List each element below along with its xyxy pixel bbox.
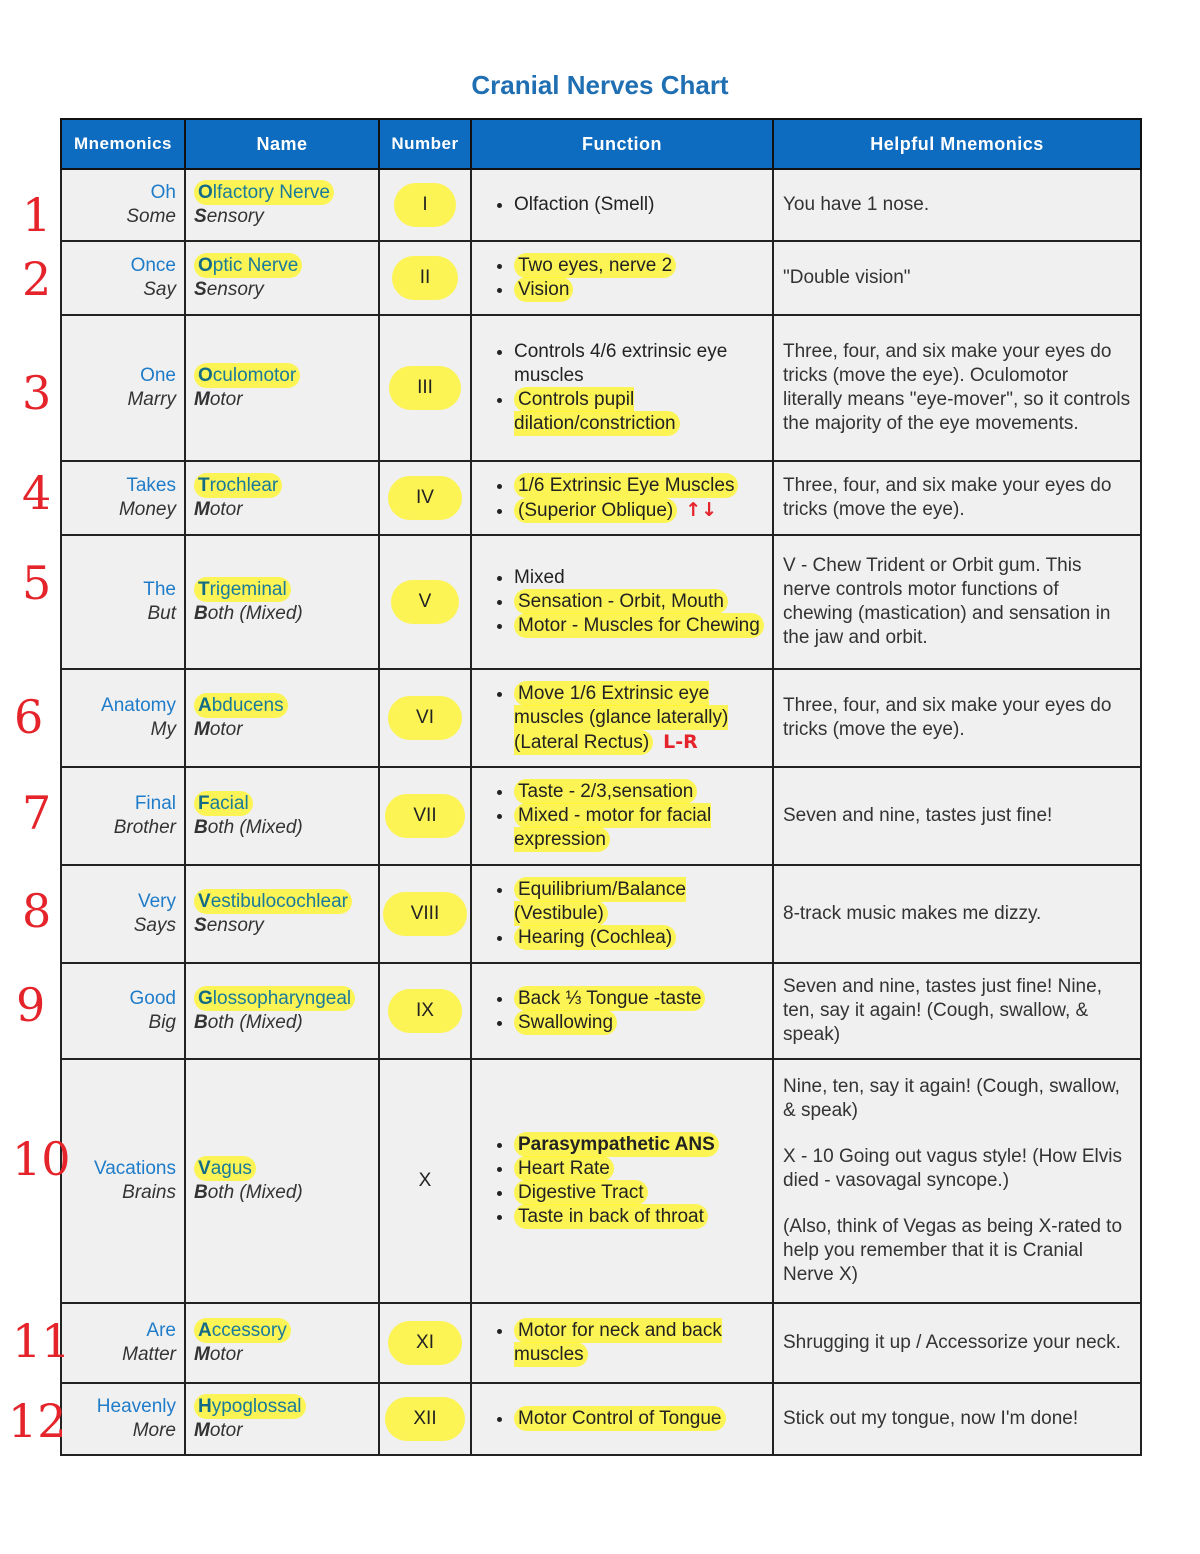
mnemonic-cell — [61, 767, 185, 865]
function-text: Hearing (Cochlea) — [514, 925, 676, 950]
function-item — [514, 278, 766, 302]
nerve-type: oth (Mixed) — [207, 603, 303, 624]
highlight — [194, 473, 282, 498]
function-item — [514, 614, 766, 638]
mnemonic-cell — [61, 241, 185, 315]
annotation-number: 9 — [16, 978, 46, 1032]
helpful-mnemonic-cell — [773, 669, 1141, 767]
highlight — [194, 253, 302, 278]
annotation-number: 10 — [12, 1132, 71, 1186]
nerve-initial: O — [198, 365, 213, 386]
nerve-number: VIII — [383, 892, 468, 936]
annotation-arrows: ↑↓ — [685, 498, 718, 521]
function-text: Mixed - motor for facial expression — [514, 805, 712, 850]
nerve-number: IV — [388, 476, 462, 520]
nerve-number-cell — [379, 315, 471, 461]
highlight — [194, 791, 253, 816]
cranial-nerves-table — [60, 118, 1142, 1456]
mnemonic-word-2: Say — [143, 279, 176, 300]
annotation-number: 5 — [22, 556, 52, 610]
function-item — [514, 388, 766, 436]
nerve-initial: A — [198, 695, 212, 716]
mnemonic-cell — [61, 865, 185, 963]
mnemonic-word-2: Money — [118, 499, 176, 520]
nerve-number: X — [418, 1170, 432, 1191]
nerve-type-initial: M — [194, 1344, 210, 1365]
mnemonic-word-1: Are — [146, 1320, 176, 1341]
mnemonic-cell — [61, 535, 185, 669]
function-cell — [471, 461, 773, 535]
page-title: Cranial Nerves Chart — [471, 70, 729, 100]
nerve-number: II — [392, 256, 459, 300]
helpful-mnemonic-cell — [773, 767, 1141, 865]
helpful-mnemonic-text: Three, four, and six make your eyes do tricks (move the eye). Oculomotor literally means "eye-mover", so it controls the majority of the eye movements. — [783, 341, 1131, 434]
nerve-name: estibulocochlear — [210, 891, 348, 912]
table-row — [61, 241, 1141, 315]
function-text: Controls pupil dilation/constriction — [514, 387, 680, 436]
nerve-name-cell — [185, 1303, 379, 1383]
table-row — [61, 461, 1141, 535]
function-text: Back ⅓ Tongue -taste — [514, 986, 705, 1011]
function-item — [514, 1157, 766, 1181]
table-row — [61, 865, 1141, 963]
nerve-type-initial: B — [194, 1182, 208, 1203]
function-text: Taste - 2/3,sensation — [514, 779, 697, 804]
table-row — [61, 669, 1141, 767]
helpful-mnemonic-text: "Double vision" — [783, 267, 911, 288]
function-text: Move 1/6 Extrinsic eye muscles (glance laterally) (Lateral Rectus) — [514, 682, 729, 753]
function-item — [514, 340, 766, 388]
highlight — [194, 693, 288, 718]
mnemonic-word-1: The — [143, 579, 176, 600]
helpful-mnemonic-cell — [773, 963, 1141, 1059]
function-cell — [471, 865, 773, 963]
table-row — [61, 1383, 1141, 1455]
function-item — [514, 1319, 766, 1367]
nerve-name: rochlear — [209, 475, 279, 496]
nerve-type-initial: B — [194, 1012, 208, 1033]
mnemonic-word-2: Matter — [122, 1344, 176, 1365]
nerve-type: ensory — [206, 915, 264, 936]
nerve-type: otor — [209, 1420, 243, 1441]
mnemonic-cell — [61, 315, 185, 461]
nerve-number: XI — [388, 1321, 462, 1365]
nerve-type-initial: M — [194, 719, 210, 740]
mnemonic-cell — [61, 963, 185, 1059]
table-row — [61, 535, 1141, 669]
table-row — [61, 315, 1141, 461]
nerve-type-initial: S — [194, 206, 207, 227]
annotation-number: 12 — [8, 1394, 67, 1448]
mnemonic-cell — [61, 669, 185, 767]
function-text: Vision — [514, 277, 573, 302]
header-helpful-mnemonics: Helpful Mnemonics — [773, 119, 1141, 169]
helpful-mnemonic-cell — [773, 169, 1141, 241]
annotation-number: 3 — [22, 366, 52, 420]
mnemonic-word-1: Anatomy — [101, 695, 176, 716]
mnemonic-word-2: Brother — [113, 817, 176, 838]
nerve-number-cell — [379, 169, 471, 241]
function-cell — [471, 241, 773, 315]
nerve-name: lossopharyngeal — [212, 988, 352, 1009]
function-text: Sensation - Orbit, Mouth — [514, 589, 728, 614]
nerve-type: ensory — [206, 206, 264, 227]
mnemonic-word-1: Takes — [126, 475, 176, 496]
function-item — [514, 926, 766, 950]
helpful-mnemonic-cell — [773, 1059, 1141, 1303]
nerve-number-cell — [379, 1383, 471, 1455]
function-item — [514, 474, 766, 498]
nerve-type-initial: M — [194, 389, 210, 410]
annotation-number: 4 — [22, 466, 52, 520]
mnemonic-cell — [61, 461, 185, 535]
helpful-mnemonic-cell — [773, 241, 1141, 315]
mnemonic-word-1: Vacations — [93, 1158, 176, 1179]
table-row — [61, 1059, 1141, 1303]
function-item — [514, 804, 766, 852]
function-text: 1/6 Extrinsic Eye Muscles — [514, 473, 738, 498]
function-cell — [471, 1383, 773, 1455]
nerve-type: oth (Mixed) — [207, 817, 303, 838]
helpful-mnemonic-text: Three, four, and six make your eyes do tricks (move the eye). — [783, 695, 1112, 740]
nerve-initial: O — [198, 182, 213, 203]
function-cell — [471, 1059, 773, 1303]
nerve-number-cell — [379, 1303, 471, 1383]
function-item — [514, 498, 766, 523]
nerve-number-cell — [379, 535, 471, 669]
annotation-number: 6 — [14, 690, 44, 744]
table-row — [61, 963, 1141, 1059]
mnemonic-word-2: My — [150, 719, 176, 740]
nerve-type-initial: S — [194, 915, 207, 936]
nerve-type-initial: M — [194, 499, 210, 520]
nerve-number-cell — [379, 461, 471, 535]
mnemonic-word-1: Good — [129, 988, 176, 1009]
nerve-number: IX — [388, 989, 462, 1033]
helpful-mnemonic-text: Seven and nine, tastes just fine! Nine, ten, say it again! (Cough, swallow, & speak) — [783, 976, 1102, 1045]
header-name: Name — [185, 119, 379, 169]
function-cell — [471, 169, 773, 241]
nerve-initial: H — [198, 1396, 212, 1417]
nerve-initial: V — [198, 891, 211, 912]
nerve-type: otor — [209, 1344, 243, 1365]
function-item — [514, 987, 766, 1011]
function-item — [514, 193, 766, 217]
nerve-type: otor — [209, 719, 243, 740]
mnemonic-word-1: Final — [134, 793, 176, 814]
highlight — [194, 889, 352, 914]
function-item — [514, 682, 766, 755]
function-cell — [471, 767, 773, 865]
nerve-name: culomotor — [212, 365, 297, 386]
helpful-mnemonic-text: Seven and nine, tastes just fine! — [783, 805, 1053, 826]
nerve-name-cell — [185, 461, 379, 535]
highlight — [194, 1394, 306, 1419]
function-item — [514, 1407, 766, 1431]
annotation-number: 2 — [22, 252, 52, 306]
table-row — [61, 169, 1141, 241]
function-item — [514, 254, 766, 278]
nerve-type-initial: B — [194, 817, 208, 838]
nerve-number: VI — [388, 696, 462, 740]
mnemonic-cell — [61, 1383, 185, 1455]
nerve-name: lfactory Nerve — [212, 182, 330, 203]
nerve-number: XII — [385, 1397, 464, 1441]
mnemonic-word-2: More — [132, 1420, 176, 1441]
header-function: Function — [471, 119, 773, 169]
annotation-lateral-rectus: L-R — [663, 730, 698, 753]
annotation-number: 1 — [22, 188, 52, 242]
function-item — [514, 1181, 766, 1205]
function-text: Motor Control of Tongue — [514, 1406, 726, 1431]
helpful-mnemonic-text: 8-track music makes me dizzy. — [783, 903, 1042, 924]
function-item — [514, 780, 766, 804]
table-row — [61, 767, 1141, 865]
function-cell — [471, 669, 773, 767]
nerve-name-cell — [185, 535, 379, 669]
nerve-name: ypoglossal — [211, 1396, 302, 1417]
nerve-type: oth (Mixed) — [207, 1012, 303, 1033]
helpful-mnemonic-text: You have 1 nose. — [783, 194, 930, 215]
function-text: Motor for neck and back muscles — [514, 1320, 722, 1365]
nerve-number-cell — [379, 865, 471, 963]
function-cell — [471, 963, 773, 1059]
function-text: (Superior Oblique) — [514, 498, 677, 523]
function-item — [514, 590, 766, 614]
function-text: Taste in back of throat — [514, 1204, 708, 1229]
nerve-name: bducens — [211, 695, 284, 716]
mnemonic-word-1: Very — [137, 891, 176, 912]
nerve-initial: T — [198, 579, 210, 600]
nerve-type: oth (Mixed) — [207, 1182, 303, 1203]
function-text: Digestive Tract — [514, 1180, 648, 1205]
nerve-initial: T — [198, 475, 210, 496]
mnemonic-word-2: Marry — [127, 389, 176, 410]
function-text: Two eyes, nerve 2 — [514, 253, 676, 278]
highlight — [194, 363, 300, 388]
function-text: Mixed — [514, 567, 565, 588]
function-text: Equilibrium/Balance (Vestibule) — [514, 879, 686, 924]
function-item — [514, 1205, 766, 1229]
nerve-name: rigeminal — [209, 579, 287, 600]
function-text: Heart Rate — [514, 1156, 614, 1181]
mnemonic-word-2: Big — [148, 1012, 176, 1033]
nerve-name-cell — [185, 241, 379, 315]
annotation-number: 8 — [22, 884, 52, 938]
nerve-number-cell — [379, 241, 471, 315]
mnemonic-word-1: Oh — [150, 182, 176, 203]
function-cell — [471, 315, 773, 461]
nerve-number-cell — [379, 767, 471, 865]
nerve-initial: O — [198, 255, 213, 276]
nerve-initial: F — [198, 793, 210, 814]
mnemonic-word-2: Brains — [122, 1182, 176, 1203]
function-item — [514, 566, 766, 590]
nerve-number: I — [394, 183, 455, 227]
nerve-name-cell — [185, 767, 379, 865]
nerve-type: otor — [209, 499, 243, 520]
function-item — [514, 1133, 766, 1157]
function-cell — [471, 1303, 773, 1383]
mnemonic-word-1: Heavenly — [96, 1396, 176, 1417]
nerve-initial: A — [198, 1320, 212, 1341]
helpful-mnemonic-text: V - Chew Trident or Orbit gum. This nerve controls motor functions of chewing (mastication) and sensation in the jaw and orbit. — [783, 555, 1111, 648]
nerve-name-cell — [185, 169, 379, 241]
highlight — [194, 577, 291, 602]
nerve-initial: G — [198, 988, 213, 1009]
header-row — [61, 119, 1141, 169]
helpful-mnemonic-text: Stick out my tongue, now I'm done! — [783, 1408, 1079, 1429]
nerve-number-cell — [379, 963, 471, 1059]
helpful-mnemonic-text: X - 10 Going out vagus style! (How Elvis died - vasovagal syncope.) — [783, 1146, 1122, 1191]
nerve-name: acial — [209, 793, 249, 814]
function-item — [514, 1011, 766, 1035]
nerve-number-cell — [379, 669, 471, 767]
helpful-mnemonic-text: Nine, ten, say it again! (Cough, swallow, & speak) — [783, 1076, 1120, 1121]
function-text: Motor - Muscles for Chewing — [514, 613, 764, 638]
helpful-mnemonic-cell — [773, 461, 1141, 535]
function-text: Olfaction (Smell) — [514, 194, 655, 215]
function-text: Parasympathetic ANS — [514, 1132, 719, 1157]
header-mnemonics: Mnemonics — [61, 119, 185, 169]
nerve-type-initial: B — [194, 603, 208, 624]
function-text: Swallowing — [514, 1010, 617, 1035]
nerve-name-cell — [185, 1059, 379, 1303]
nerve-name-cell — [185, 963, 379, 1059]
nerve-type-initial: S — [194, 279, 207, 300]
helpful-mnemonic-cell — [773, 1383, 1141, 1455]
nerve-name-cell — [185, 865, 379, 963]
mnemonic-word-2: Says — [133, 915, 176, 936]
highlight — [194, 180, 334, 205]
nerve-number: VII — [385, 794, 464, 838]
mnemonic-cell — [61, 1303, 185, 1383]
function-text: Controls 4/6 extrinsic eye muscles — [514, 341, 728, 386]
helpful-mnemonic-text: Three, four, and six make your eyes do tricks (move the eye). — [783, 475, 1112, 520]
helpful-mnemonic-cell — [773, 535, 1141, 669]
nerve-type-initial: M — [194, 1420, 210, 1441]
nerve-name-cell — [185, 669, 379, 767]
nerve-number: V — [391, 580, 460, 624]
helpful-mnemonic-text: (Also, think of Vegas as being X-rated to help you remember that it is Cranial Nerve X) — [783, 1216, 1123, 1285]
function-item — [514, 878, 766, 926]
mnemonic-word-2: Some — [126, 206, 176, 227]
annotation-number: 7 — [22, 786, 52, 840]
highlight — [194, 986, 355, 1011]
nerve-name-cell — [185, 315, 379, 461]
mnemonic-word-1: Once — [130, 255, 176, 276]
mnemonic-word-2: But — [147, 603, 176, 624]
nerve-name: agus — [210, 1158, 252, 1179]
annotation-number: 11 — [12, 1314, 71, 1368]
helpful-mnemonic-cell — [773, 865, 1141, 963]
mnemonic-cell — [61, 1059, 185, 1303]
mnemonic-cell — [61, 169, 185, 241]
helpful-mnemonic-text: Shrugging it up / Accessorize your neck. — [783, 1332, 1121, 1353]
helpful-mnemonic-cell — [773, 315, 1141, 461]
nerve-name: ptic Nerve — [212, 255, 299, 276]
highlight — [194, 1156, 256, 1181]
highlight — [194, 1318, 291, 1343]
nerve-type: ensory — [206, 279, 264, 300]
nerve-type: otor — [209, 389, 243, 410]
function-cell — [471, 535, 773, 669]
nerve-name: ccessory — [211, 1320, 287, 1341]
helpful-mnemonic-cell — [773, 1303, 1141, 1383]
header-number: Number — [379, 119, 471, 169]
mnemonic-word-1: One — [140, 365, 176, 386]
nerve-name-cell — [185, 1383, 379, 1455]
nerve-number: III — [389, 366, 461, 410]
nerve-initial: V — [198, 1158, 211, 1179]
table-row — [61, 1303, 1141, 1383]
nerve-number-cell — [379, 1059, 471, 1303]
